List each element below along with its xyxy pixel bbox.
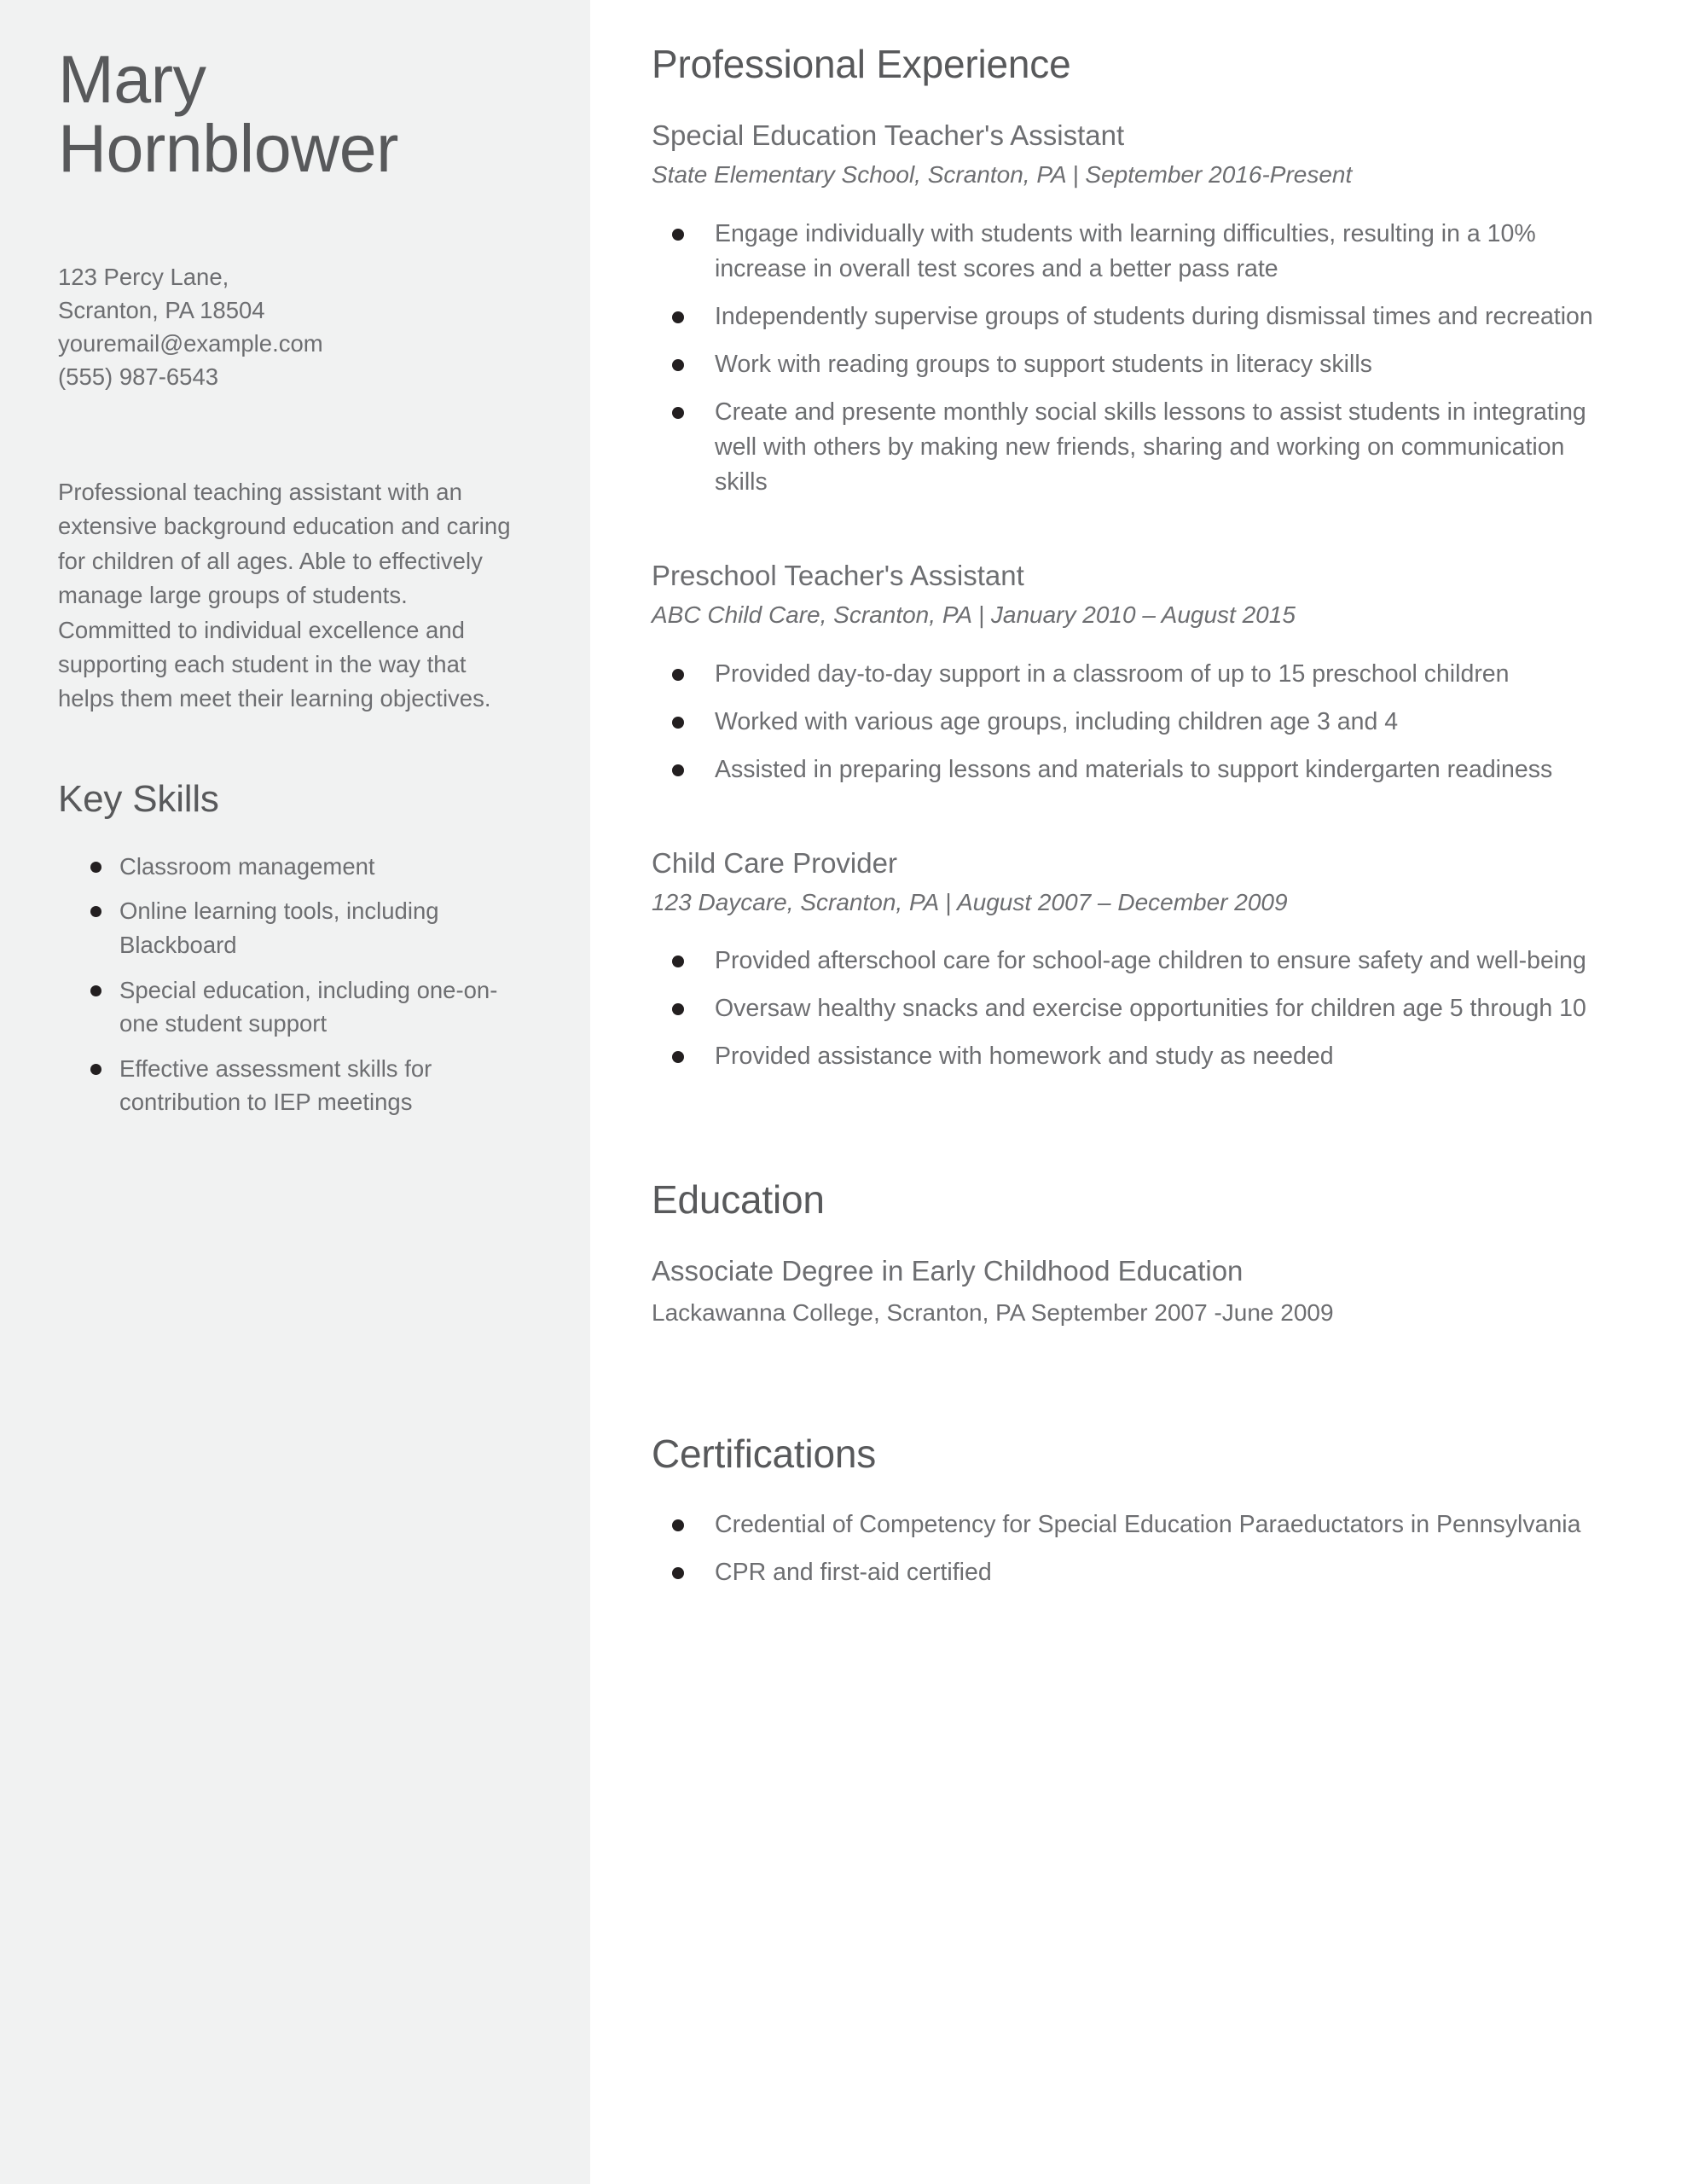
bullet-text: Provided afterschool care for school-age children to ensure safety and well-being — [715, 947, 1586, 975]
list-item — [652, 991, 1615, 1026]
bullet-dot-icon — [90, 862, 101, 873]
spacer — [652, 1110, 1636, 1176]
bullet-dot-icon — [672, 1567, 684, 1579]
list-item — [652, 217, 1615, 287]
professional-summary: Professional teaching assistant with an extensive background education and caring for children of all ages. Able to effectively manage large groups of students. Committed to individual excellence and supporting each student in the way that helps them meet their learning objectives. — [58, 478, 511, 712]
job-title: Child Care Provider — [652, 846, 897, 879]
bullet-dot-icon — [90, 1064, 101, 1075]
skill-label: Online learning tools, including Blackboard — [119, 897, 439, 959]
list-item — [58, 894, 536, 961]
job-bullets — [652, 217, 1636, 500]
key-skills-list — [58, 850, 542, 1119]
bullet-dot-icon — [672, 1003, 684, 1015]
section-heading-experience: Professional Experience — [652, 42, 1071, 86]
contact-address-line1: 123 Percy Lane, — [58, 263, 229, 290]
section-heading-education: Education — [652, 1177, 825, 1223]
job-meta: 123 Daycare, Scranton, PA | August 2007 – December 2009 — [652, 888, 1288, 915]
contact-address-line2: Scranton, PA 18504 — [58, 296, 265, 323]
bullet-dot-icon — [672, 717, 684, 729]
sidebar — [0, 0, 590, 2184]
list-item — [58, 973, 536, 1041]
institution-meta: Lackawanna College, Scranton, PA September 2007 -June 2009 — [652, 1298, 1334, 1326]
bullet-text: Provided assistance with homework and study as needed — [715, 1043, 1334, 1071]
bullet-dot-icon — [672, 1051, 684, 1063]
certification-text: Credential of Competency for Special Education Paraeductators in Pennsylvania — [715, 1510, 1581, 1538]
bullet-text: Independently supervise groups of students during dismissal times and recreation — [715, 302, 1593, 330]
section-certifications — [652, 1431, 1636, 1590]
name-block — [58, 41, 542, 187]
list-item — [58, 1052, 536, 1119]
key-skills-heading: Key Skills — [58, 777, 219, 820]
experience-entry — [652, 118, 1636, 500]
experience-entry — [652, 558, 1636, 787]
spacer — [652, 536, 1636, 558]
job-bullets — [652, 657, 1636, 787]
skill-label: Special education, including one-on-one student support — [119, 976, 498, 1037]
last-name: Hornblower — [58, 110, 398, 187]
section-professional-experience — [652, 41, 1636, 1074]
section-heading-certifications: Certifications — [652, 1431, 877, 1476]
spacer — [652, 823, 1636, 845]
education-entry — [652, 1253, 1636, 1328]
degree-title: Associate Degree in Early Childhood Education — [652, 1255, 1244, 1287]
bullet-text: Create and presente monthly social skills lessons to assist students in integrating well with others by making new friends, sharing and working on communication skills — [715, 398, 1586, 496]
skill-label: Classroom management — [119, 852, 375, 880]
list-item — [58, 850, 536, 884]
job-meta: ABC Child Care, Scranton, PA | January 2010 – August 2015 — [652, 601, 1296, 629]
bullet-text: Engage individually with students with learning difficulties, resulting in a 10% increase in overall test scores and a better pass rate — [715, 219, 1536, 282]
list-item — [652, 347, 1615, 382]
contact-email[interactable]: youremail@example.com — [58, 329, 323, 357]
contact-block — [58, 260, 542, 393]
bullet-text: Oversaw healthy snacks and exercise opportunities for children age 5 through 10 — [715, 995, 1586, 1023]
bullet-dot-icon — [672, 669, 684, 681]
list-item — [652, 1555, 1615, 1590]
bullet-dot-icon — [672, 229, 684, 241]
bullet-text: Worked with various age groups, including children age 3 and 4 — [715, 707, 1399, 735]
main-content — [590, 0, 1687, 2184]
list-item — [652, 1507, 1615, 1542]
job-bullets — [652, 944, 1636, 1074]
bullet-dot-icon — [672, 359, 684, 371]
bullet-dot-icon — [672, 764, 684, 776]
skill-label: Effective assessment skills for contribution to IEP meetings — [119, 1054, 432, 1116]
bullet-dot-icon — [90, 985, 101, 996]
job-title: Preschool Teacher's Assistant — [652, 559, 1024, 591]
section-education — [652, 1176, 1636, 1328]
spacer — [652, 1364, 1636, 1431]
bullet-text: Work with reading groups to support students in literacy skills — [715, 350, 1372, 378]
first-name: Mary — [58, 41, 206, 117]
bullet-dot-icon — [672, 1519, 684, 1531]
bullet-text: Assisted in preparing lessons and materials to support kindergarten readiness — [715, 755, 1553, 783]
bullet-dot-icon — [672, 956, 684, 967]
list-item — [652, 395, 1615, 500]
list-item — [652, 1039, 1615, 1074]
experience-entry — [652, 845, 1636, 1075]
list-item — [652, 705, 1615, 740]
certification-text: CPR and first-aid certified — [715, 1559, 992, 1586]
certifications-list — [652, 1507, 1636, 1590]
list-item — [652, 752, 1615, 787]
list-item — [652, 944, 1615, 979]
bullet-text: Provided day-to-day support in a classroom of up to 15 preschool children — [715, 659, 1510, 688]
bullet-dot-icon — [672, 311, 684, 323]
job-title: Special Education Teacher's Assistant — [652, 119, 1125, 151]
list-item — [652, 299, 1615, 334]
bullet-dot-icon — [672, 407, 684, 419]
list-item — [652, 657, 1615, 692]
contact-phone[interactable]: (555) 987-6543 — [58, 363, 219, 390]
job-meta: State Elementary School, Scranton, PA | September 2016-Present — [652, 161, 1353, 189]
bullet-dot-icon — [90, 906, 101, 917]
